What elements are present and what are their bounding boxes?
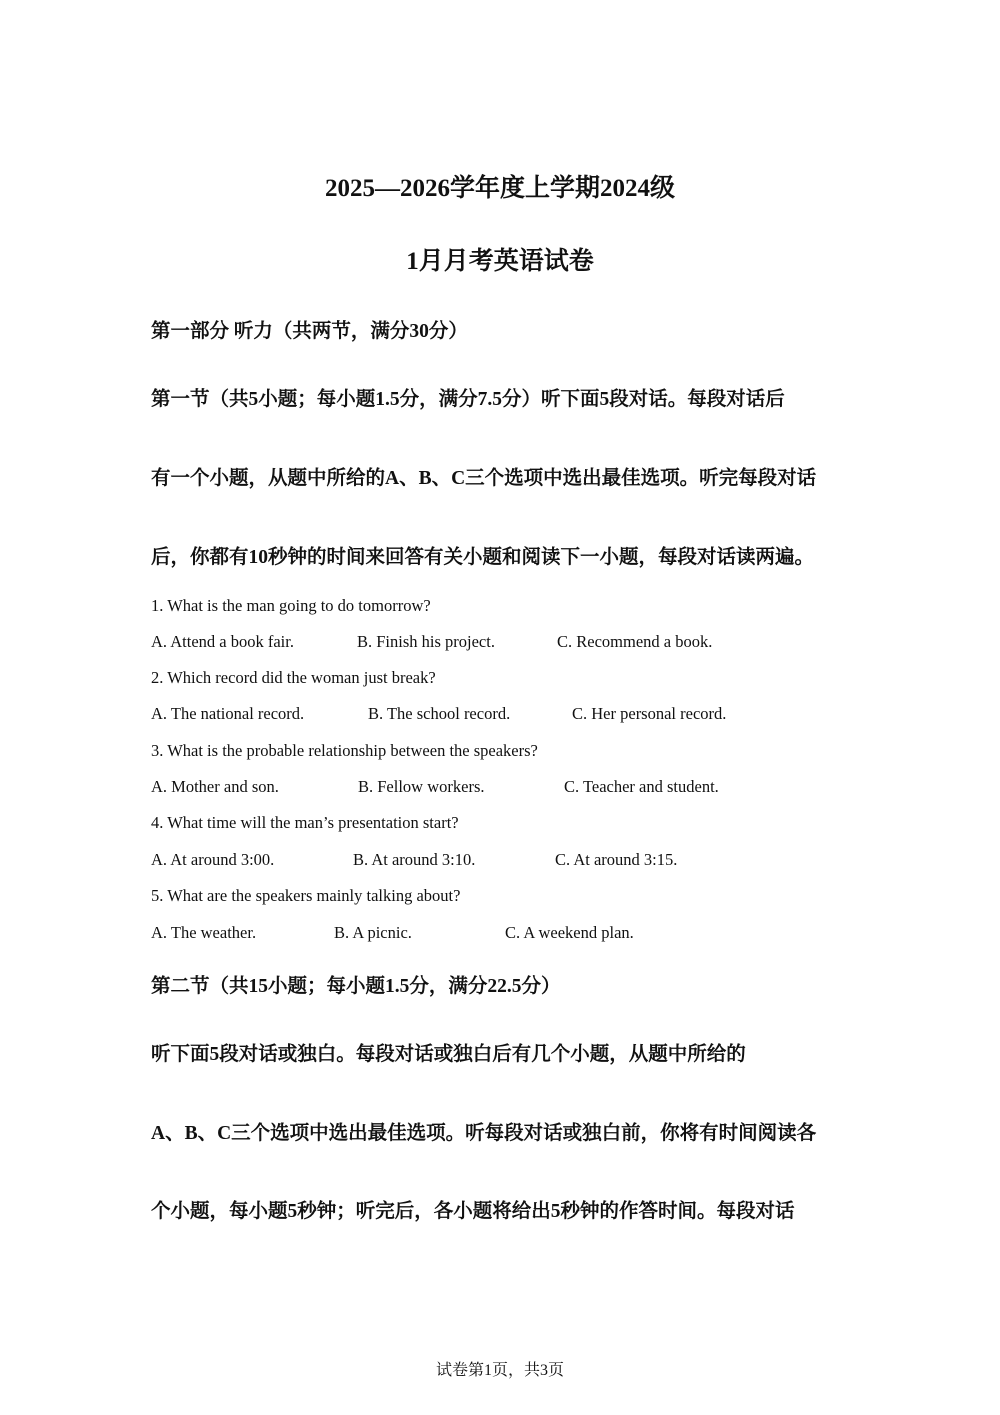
option-a: A. The national record. (151, 704, 305, 723)
question-stem: 5. What are the speakers mainly talking about? (151, 886, 461, 905)
section1-instructions-line1: 第一节（共5小题；每小题1.5分，满分7.5分）听下面5段对话。每段对话后 (151, 389, 785, 410)
question-options (151, 704, 851, 726)
question-options (151, 777, 851, 799)
section2-instructions-line1: 听下面5段对话或独白。每段对话或独白后有几个小题，从题中所给的 (151, 1044, 746, 1065)
option-b: B. A picnic. (334, 923, 412, 942)
option-a: A. The weather. (151, 923, 257, 942)
question-options (151, 632, 851, 654)
question-stem: 2. Which record did the woman just break? (151, 668, 436, 687)
section2-heading: 第二节（共15小题；每小题1.5分，满分22.5分） (151, 976, 561, 997)
option-c: C. Teacher and student. (564, 777, 719, 796)
section1-instructions-line3: 后，你都有10秒钟的时间来回答有关小题和阅读下一小题，每段对话读两遍。 (151, 547, 815, 568)
section2-instructions-line2: A、B、C三个选项中选出最佳选项。听每段对话或独白前，你将有时间阅读各 (151, 1123, 817, 1144)
section2-instructions-line3: 个小题，每小题5秒钟；听完后，各小题将给出5秒钟的作答时间。每段对话 (151, 1201, 795, 1222)
part1-heading: 第一部分 听力（共两节，满分30分） (151, 321, 468, 342)
option-b: B. The school record. (368, 704, 511, 723)
exam-title: 2025—2026学年度上学期2024级 (324, 175, 675, 202)
exam-subtitle: 1月月考英语试卷 (406, 248, 594, 275)
option-c: C. A weekend plan. (505, 923, 634, 942)
question-stem: 4. What time will the man’s presentation start? (151, 813, 459, 832)
option-a: A. Attend a book fair. (151, 632, 294, 651)
option-a: A. Mother and son. (151, 777, 279, 796)
page-footer: 试卷第1页，共3页 (435, 1362, 564, 1379)
option-c: C. Her personal record. (572, 704, 727, 723)
question-options (151, 923, 851, 945)
option-c: C. At around 3:15. (555, 850, 678, 869)
option-a: A. At around 3:00. (151, 850, 275, 869)
question-options (151, 850, 851, 872)
question-stem: 1. What is the man going to do tomorrow? (151, 596, 431, 615)
option-b: B. At around 3:10. (353, 850, 476, 869)
option-b: B. Finish his project. (357, 632, 495, 651)
option-c: C. Recommend a book. (557, 632, 713, 651)
section1-instructions-line2: 有一个小题，从题中所给的A、B、C三个选项中选出最佳选项。听完每段对话 (151, 468, 817, 489)
question-stem: 3. What is the probable relationship between the speakers? (151, 741, 538, 760)
option-b: B. Fellow workers. (358, 777, 485, 796)
